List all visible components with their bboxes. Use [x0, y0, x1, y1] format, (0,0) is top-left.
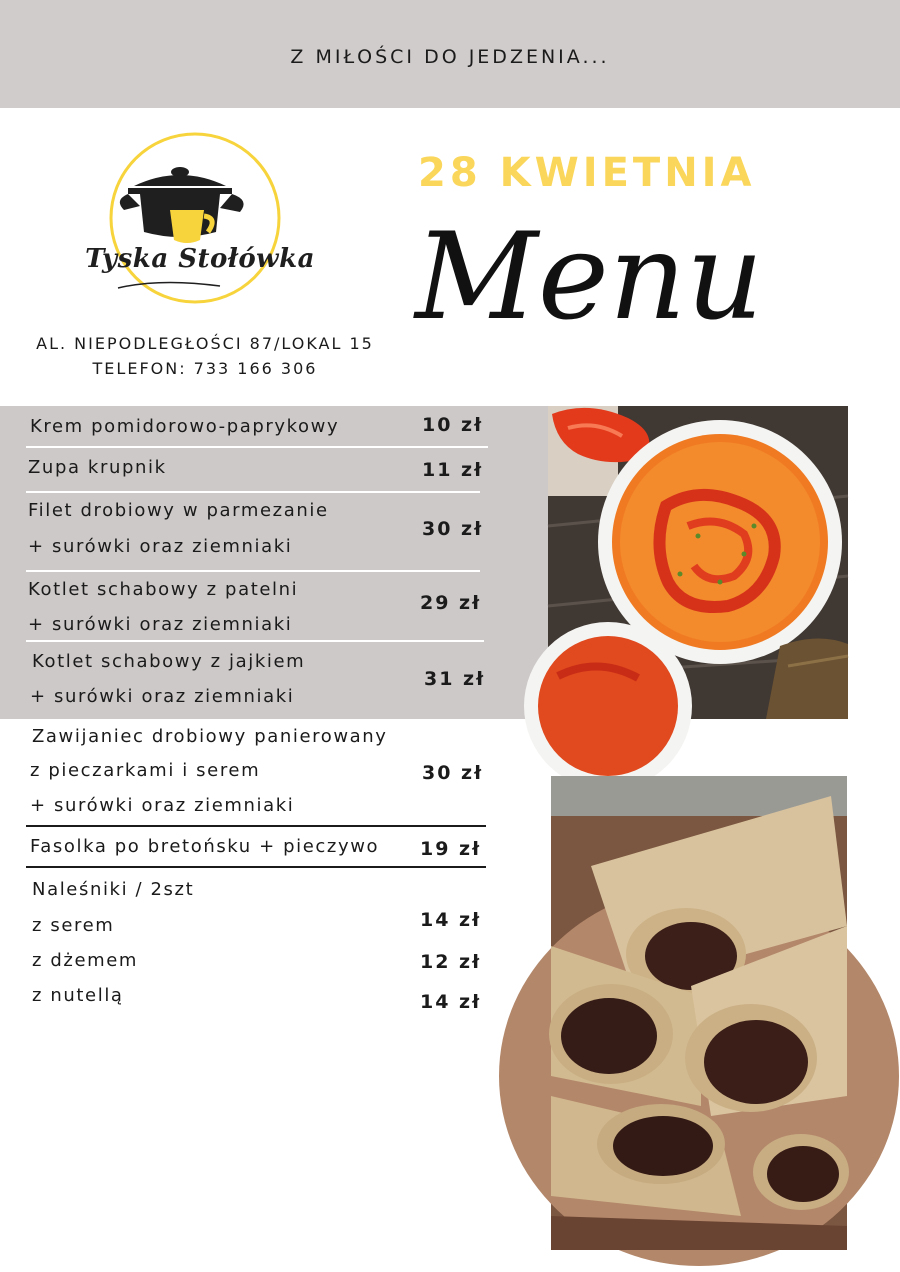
- divider: [26, 491, 480, 493]
- phone-line: TELEFON: 733 166 306: [92, 359, 318, 378]
- menu-item-1-price: 10 zł: [422, 414, 484, 436]
- pot-cup-logo-icon: [100, 128, 290, 308]
- menu-item-6-sides: + surówki oraz ziemniaki: [30, 795, 295, 816]
- menu-item-3-sides: + surówki oraz ziemniaki: [28, 536, 293, 557]
- divider: [26, 825, 486, 827]
- menu-item-6-extra: z pieczarkami i serem: [30, 760, 261, 781]
- divider: [26, 640, 484, 642]
- brand-name: Tyska Stołówka: [85, 244, 315, 274]
- menu-item-3-name: Filet drobiowy w parmezanie: [28, 500, 329, 521]
- menu-script-title: [410, 208, 764, 378]
- crepe-variant-price: 12 zł: [420, 951, 482, 973]
- divider: [26, 570, 480, 572]
- menu-item-4-name: Kotlet schabowy z patelni: [28, 579, 299, 600]
- menu-item-5-price: 31 zł: [424, 668, 486, 690]
- crepe-variant-name: z dżemem: [32, 950, 139, 971]
- menu-word: Menu: [415, 208, 764, 347]
- menu-item-7-price: 19 zł: [420, 838, 482, 860]
- chocolate-crepes-photo: [551, 776, 847, 1250]
- address-line: AL. NIEPODLEGŁOŚCI 87/LOKAL 15: [36, 334, 374, 353]
- crepe-variant-name: z nutellą: [32, 985, 124, 1006]
- date-heading: 28 KWIETNIA: [418, 150, 756, 196]
- menu-item-8-name: Naleśniki / 2szt: [32, 879, 195, 900]
- menu-item-5-sides: + surówki oraz ziemniaki: [30, 686, 295, 707]
- crepe-variant-name: z serem: [32, 915, 115, 936]
- divider: [26, 866, 486, 868]
- menu-item-2-price: 11 zł: [422, 459, 484, 481]
- menu-item-1-name: Krem pomidorowo-paprykowy: [30, 416, 340, 437]
- menu-item-4-price: 29 zł: [420, 592, 482, 614]
- menu-item-2-name: Zupa krupnik: [28, 457, 167, 478]
- crepe-variant-price: 14 zł: [420, 991, 482, 1013]
- tagline: Z MIŁOŚCI DO JEDZENIA...: [290, 46, 610, 68]
- menu-item-7-name: Fasolka po bretońsku + pieczywo: [30, 836, 380, 857]
- menu-item-4-sides: + surówki oraz ziemniaki: [28, 614, 293, 635]
- address-block: [0, 331, 410, 381]
- divider: [26, 446, 488, 448]
- menu-item-3-price: 30 zł: [422, 518, 484, 540]
- menu-item-6-price: 30 zł: [422, 762, 484, 784]
- menu-item-6-name: Zawijaniec drobiowy panierowany: [32, 726, 388, 747]
- crepe-variant-price: 14 zł: [420, 909, 482, 931]
- tomato-soup-photo: [548, 406, 848, 719]
- menu-item-5-name: Kotlet schabowy z jajkiem: [32, 651, 306, 672]
